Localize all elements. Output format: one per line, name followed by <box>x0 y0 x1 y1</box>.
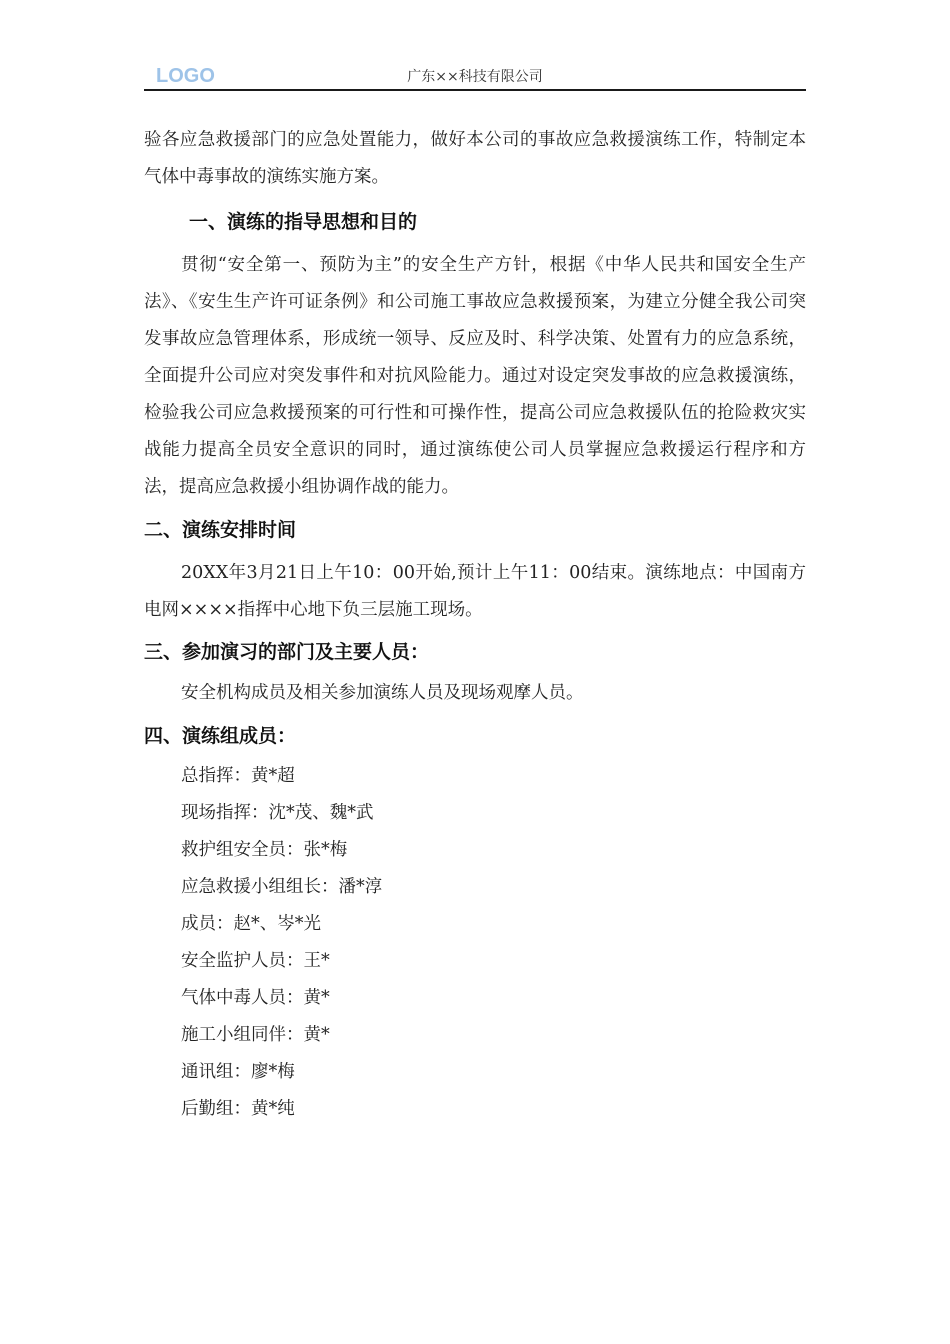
member-item: 施工小组同伴：黄* <box>181 1025 330 1045</box>
section-paragraph-guiding-purpose: 贯彻“安全第一、预防为主”的安全生产方针，根据《中华人民共和国安全生产法》、《安生生产许可证条例》和公司施工事故应急救援预案，为建立分健全我公司突发事故应急管理体系，形成统一领导、反应及时、科学决策、处置有力的应急系统，全面提升公司应对突发事件和对抗风险能力。通过对设定突发事故的应急救援演练，检验我公司应急救援预案的可行性和可操作性，提高公司应急救援队伍的抢险救灾实战能力提高全员安全意识的同时，通过演练使公司人员掌握应急救援运行程序和方法，提高应急救援小组协调作战的能力。 <box>144 255 806 497</box>
section-heading-schedule: 二、演练安排时间 <box>144 519 297 541</box>
member-item: 气体中毒人员：黄* <box>181 988 330 1008</box>
member-item: 救护组安全员：张*梅 <box>181 840 348 860</box>
member-item: 安全监护人员：王* <box>181 951 330 971</box>
member-list <box>144 758 806 1128</box>
member-item: 成员：赵*、岑*光 <box>181 914 321 934</box>
member-item: 现场指挥：沈*茂、魏*武 <box>181 803 374 823</box>
section-paragraph-participants: 安全机构成员及相关参加演练人员及现场观摩人员。 <box>181 683 584 703</box>
company-logo: LOGO <box>156 65 215 87</box>
page-header <box>144 62 806 90</box>
member-item: 通讯组：廖*梅 <box>181 1062 295 1082</box>
section-paragraph-schedule: 20XX年3月21日上午10：00开始,预计上午11：00结束。演练地点：中国南方电网××××指挥中心地下负三层施工现场。 <box>144 563 806 620</box>
company-name: 广东××科技有限公司 <box>407 69 543 85</box>
section-heading-guiding-purpose: 一、演练的指导思想和目的 <box>189 211 418 233</box>
member-item: 应急救援小组组长：潘*淳 <box>181 877 383 897</box>
member-item: 后勤组：黄*纯 <box>181 1099 295 1119</box>
section-heading-participants: 三、参加演习的部门及主要人员： <box>144 641 430 663</box>
intro-paragraph: 验各应急救援部门的应急处置能力，做好本公司的事故应急救援演练工作，特制定本气体中毒事故的演练实施方案。 <box>144 130 806 187</box>
header-divider <box>144 89 806 91</box>
section-heading-members: 四、演练组成员： <box>144 725 297 747</box>
document-body <box>144 122 806 1128</box>
member-item: 总指挥：黄*超 <box>181 766 295 786</box>
